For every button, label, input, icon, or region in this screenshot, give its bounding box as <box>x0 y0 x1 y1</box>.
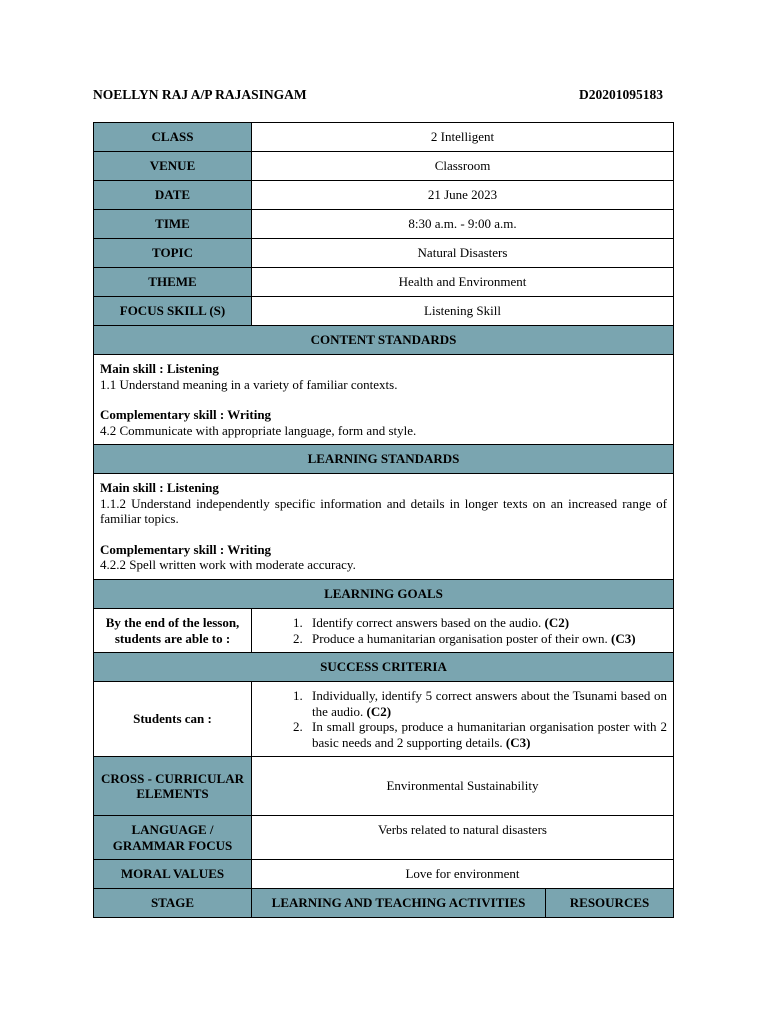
class-label: CLASS <box>94 123 252 152</box>
stage-column-header: STAGE <box>94 889 252 918</box>
success-criteria-heading: SUCCESS CRITERIA <box>94 653 674 682</box>
learning-goals-row <box>94 609 674 653</box>
learning-goals-heading-row <box>94 580 674 609</box>
cs-comp-text: 4.2 Communicate with appropriate language, form and style. <box>100 422 417 438</box>
moral-values-row <box>94 860 674 889</box>
theme-value: Health and Environment <box>252 268 674 297</box>
cs-main-title: Main skill : Listening <box>100 361 219 376</box>
learning-goals-label: By the end of the lesson, students are able to : <box>94 609 252 653</box>
lesson-plan-table <box>93 122 674 918</box>
content-standards-row <box>94 355 674 445</box>
ls-main-title: Main skill : Listening <box>100 480 219 496</box>
time-value: 8:30 a.m. - 9:00 a.m. <box>252 210 674 239</box>
cross-curricular-row <box>94 757 674 816</box>
topic-value: Natural Disasters <box>252 239 674 268</box>
learning-goals-list <box>258 615 667 646</box>
moral-values-value: Love for environment <box>252 860 674 889</box>
content-standards-body <box>94 355 674 445</box>
row-theme <box>94 268 674 297</box>
date-value: 21 June 2023 <box>252 181 674 210</box>
learning-standards-heading-row <box>94 445 674 474</box>
learning-standards-heading: LEARNING STANDARDS <box>94 445 674 474</box>
success-criteria-row <box>94 682 674 757</box>
cs-comp-title: Complementary skill : Writing <box>100 407 272 422</box>
learning-goals-heading: LEARNING GOALS <box>94 580 674 609</box>
date-label: DATE <box>94 181 252 210</box>
cross-curricular-label: CROSS - CURRICULAR ELEMENTS <box>94 757 252 816</box>
time-label: TIME <box>94 210 252 239</box>
focus-skill-label: FOCUS SKILL (S) <box>94 297 252 326</box>
success-criteria-list-cell <box>252 682 674 757</box>
success-criteria-list <box>258 688 667 750</box>
stage-header-row <box>94 889 674 918</box>
success-criteria-label: Students can : <box>94 682 252 757</box>
teacher-id: D20201095183 <box>579 87 663 102</box>
ls-comp-title: Complementary skill : Writing <box>100 541 272 557</box>
content-standards-heading-row <box>94 326 674 355</box>
success-criterion-item: 1. Individually, identify 5 correct answers about the Tsunami based on the audio. (C2) <box>306 688 667 719</box>
learning-standards-body <box>94 474 674 580</box>
focus-skill-value: Listening Skill <box>252 297 674 326</box>
document-header <box>93 87 663 103</box>
row-date <box>94 181 674 210</box>
row-venue <box>94 152 674 181</box>
row-time <box>94 210 674 239</box>
success-criteria-heading-row <box>94 653 674 682</box>
learning-standards-row <box>94 474 674 580</box>
row-class <box>94 123 674 152</box>
success-criterion-item: 2. In small groups, produce a humanitarian organisation poster with 2 basic needs and 2 supporting details. (C3) <box>306 719 667 750</box>
activities-column-header: LEARNING AND TEACHING ACTIVITIES <box>252 889 546 918</box>
grammar-focus-value: Verbs related to natural disasters <box>252 816 674 860</box>
teacher-name: NOELLYN RAJ A/P RAJASINGAM <box>93 87 307 102</box>
ls-comp-text: 4.2.2 Spell written work with moderate accuracy. <box>100 557 356 573</box>
grammar-focus-label: LANGUAGE / GRAMMAR FOCUS <box>94 816 252 860</box>
ls-main-text: 1.1.2 Understand independently specific information and details in longer texts on an increased range of familiar topics. <box>100 495 667 527</box>
venue-label: VENUE <box>94 152 252 181</box>
theme-label: THEME <box>94 268 252 297</box>
grammar-focus-row <box>94 816 674 860</box>
learning-goal-item: 1. Identify correct answers based on the audio. (C2) <box>306 615 667 631</box>
learning-goals-list-cell <box>252 609 674 653</box>
cross-curricular-value: Environmental Sustainability <box>252 757 674 816</box>
venue-value: Classroom <box>252 152 674 181</box>
row-topic <box>94 239 674 268</box>
cs-main-text: 1.1 Understand meaning in a variety of familiar contexts. <box>100 376 398 392</box>
topic-label: TOPIC <box>94 239 252 268</box>
moral-values-label: MORAL VALUES <box>94 860 252 889</box>
resources-column-header: RESOURCES <box>546 889 674 918</box>
class-value: 2 Intelligent <box>252 123 674 152</box>
content-standards-heading: CONTENT STANDARDS <box>94 326 674 355</box>
row-focus-skill <box>94 297 674 326</box>
learning-goal-item: 2. Produce a humanitarian organisation poster of their own. (C3) <box>306 631 667 647</box>
